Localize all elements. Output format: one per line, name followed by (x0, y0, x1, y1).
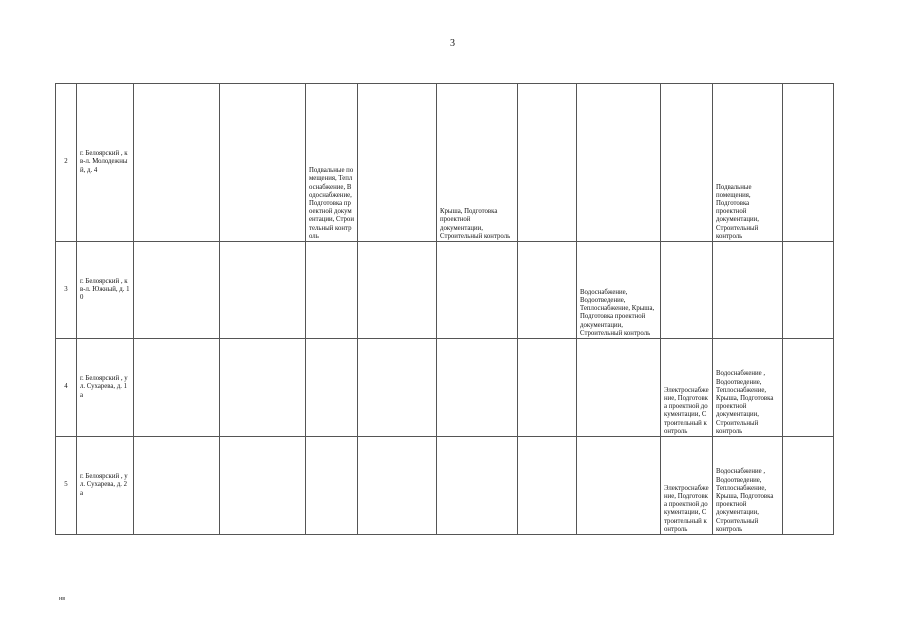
works-cell: Подвальные помещения, Подготовка проектной документации, Строительный контроль (713, 84, 783, 242)
works-cell (577, 339, 661, 437)
page-number: 3 (450, 38, 455, 49)
table-row (56, 84, 834, 242)
address-cell: г. Белоярский , ул. Сухарева, д. 2а (77, 437, 134, 535)
empty-cell (220, 242, 306, 339)
works-cell: Подвальные помещения, Теплоснабжение, Водоснабжение, Подготовка проектной документации, Строительный контроль (306, 84, 358, 242)
works-cell (437, 339, 518, 437)
address-cell: г. Белоярский , ул. Сухарева, д. 1а (77, 339, 134, 437)
works-cell (306, 437, 358, 535)
works-table (55, 83, 834, 535)
works-cell (306, 242, 358, 339)
works-cell (437, 242, 518, 339)
works-cell (713, 242, 783, 339)
empty-cell (518, 339, 577, 437)
works-cell: Водоснабжение , Водоотведение, Теплоснабжение, Крыша, Подготовка проектной документации, Строительный контроль (713, 339, 783, 437)
empty-cell (783, 84, 834, 242)
empty-cell (220, 339, 306, 437)
empty-cell (134, 339, 220, 437)
empty-cell (358, 242, 437, 339)
empty-cell (518, 242, 577, 339)
works-cell: Электроснабжение, Подготовка проектной документации, Строительный контроль (661, 339, 713, 437)
row-number: 3 (56, 242, 77, 339)
row-number: 2 (56, 84, 77, 242)
empty-cell (783, 242, 834, 339)
table-row (56, 242, 834, 339)
footer-mark: нв (59, 596, 66, 602)
table-row (56, 437, 834, 535)
empty-cell (134, 437, 220, 535)
address-cell: г. Белоярский , кв-л. Южный, д. 10 (77, 242, 134, 339)
works-cell: Крыша, Подготовка проектной документации, Строительный контроль (437, 84, 518, 242)
empty-cell (134, 84, 220, 242)
works-cell: Водоснабжение , Водоотведение, Теплоснабжение, Крыша, Подготовка проектной документации, Строительный контроль (713, 437, 783, 535)
works-cell (661, 84, 713, 242)
works-cell (437, 437, 518, 535)
address-cell: г. Белоярский , кв-л. Молодежный, д. 4 (77, 84, 134, 242)
row-number: 4 (56, 339, 77, 437)
empty-cell (358, 84, 437, 242)
empty-cell (358, 339, 437, 437)
empty-cell (783, 339, 834, 437)
empty-cell (518, 437, 577, 535)
empty-cell (220, 437, 306, 535)
empty-cell (220, 84, 306, 242)
empty-cell (783, 437, 834, 535)
empty-cell (518, 84, 577, 242)
works-cell: Водоснабжение, Водоотведение, Теплоснабжение, Крыша, Подготовка проектной документации, Строительный контроль (577, 242, 661, 339)
works-cell: Электроснабжение, Подготовка проектной документации, Строительный контроль (661, 437, 713, 535)
works-cell (306, 339, 358, 437)
empty-cell (358, 437, 437, 535)
table-row (56, 339, 834, 437)
row-number: 5 (56, 437, 77, 535)
works-cell (661, 242, 713, 339)
works-cell (577, 437, 661, 535)
empty-cell (134, 242, 220, 339)
works-cell (577, 84, 661, 242)
